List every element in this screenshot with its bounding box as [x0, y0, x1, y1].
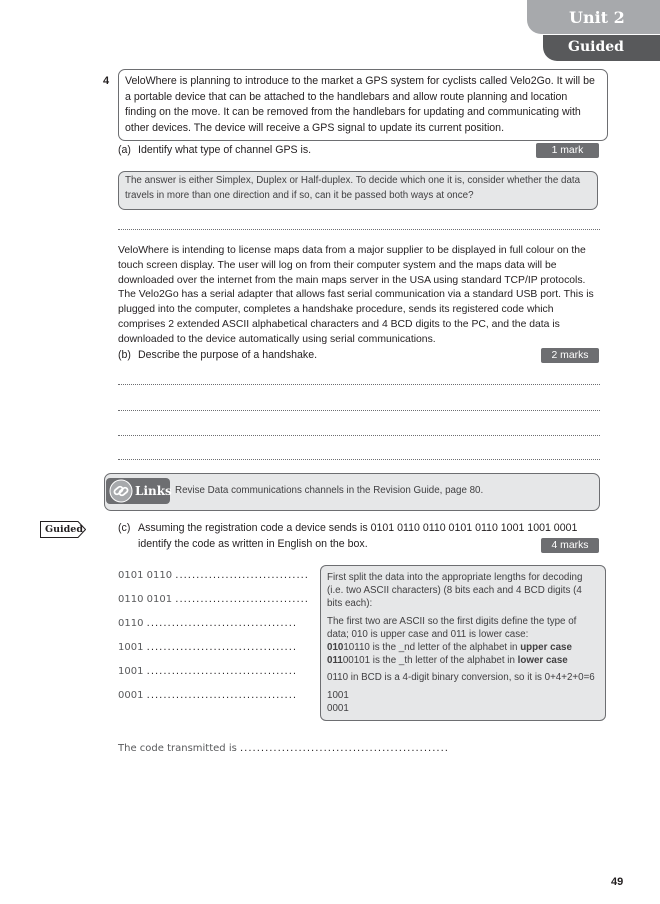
- part-a-hint-box: [118, 171, 598, 210]
- question-number: 4: [103, 75, 110, 87]
- unit-title: Unit 2: [569, 8, 625, 27]
- question-intro: VeloWhere is planning to introduce to the market a GPS system for cyclists called Velo2Go. It will be a portable device that can be attached to the handlebars and allow route planning and location finding on the move. It can be removed from the handlebars for updating and communicating with other devices. The device will receive a GPS signal to update its current position.: [125, 75, 595, 134]
- guided-tag-label: Guided: [45, 524, 83, 535]
- answer-line-b2[interactable]: [118, 410, 600, 411]
- part-c-hint-box: [320, 565, 606, 721]
- links-text: Revise Data communications channels in the Revision Guide, page 80.: [175, 485, 484, 496]
- part-a-marks: 1 mark: [536, 143, 599, 158]
- answer-dots-6[interactable]: ....................................: [146, 690, 298, 701]
- part-c-line2: identify the code as written in English on the box.: [138, 538, 368, 550]
- part-b-marks: 2 marks: [541, 348, 599, 363]
- part-c-line1: Assuming the registration code a device sends is 0101 0110 0110 0101 0110 1001 1001 0001: [138, 522, 578, 534]
- answer-dots-2[interactable]: ................................: [175, 594, 309, 605]
- code-transmitted-row: The code transmitted is ..................................................: [118, 743, 449, 754]
- answer-dots-4[interactable]: ....................................: [146, 642, 298, 653]
- links-label: Links: [135, 484, 172, 498]
- answer-dots-3[interactable]: ....................................: [146, 618, 298, 629]
- page-number: 49: [611, 876, 624, 888]
- link-chain-icon: [109, 479, 133, 503]
- hint-p5: 0001: [327, 702, 349, 714]
- code-row-4: 1001 ....................................: [118, 642, 298, 653]
- hint-line-upper: 01010110 is the _nd letter of the alphabet in upper case: [327, 642, 572, 654]
- answer-dots-5[interactable]: ....................................: [146, 666, 298, 677]
- part-a-text: Identify what type of channel GPS is.: [138, 144, 312, 156]
- hint-p1: First split the data into the appropriate lengths for decoding (i.e. two ASCII characters) (8 bits each and 4 BCD digits (4 bits each):: [327, 572, 583, 610]
- part-a-hint: The answer is either Simplex, Duplex or Half-duplex. To decide which one it is, consider whether the data travels in more than one direction and if so, can it be passed both ways at once?: [125, 175, 581, 201]
- part-c-label: (c): [118, 522, 131, 534]
- answer-line-b3[interactable]: [118, 435, 600, 436]
- part-b-label: (b): [118, 349, 131, 361]
- answer-line-b4[interactable]: [118, 459, 600, 460]
- scenario-text: VeloWhere is intending to license maps data from a major supplier to be displayed in full colour on the touch screen display. The user will log on from their computer system and the maps data will be downloaded over the internet from the main maps server in the USA using standard TCP/IP protocols. The Velo2Go has a serial adapter that allows fast serial communication via a standard USB port. This is plugged into the computer, completes a handshake procedure, sends its registered code which comprises 2 extended ASCII alphabetical characters and 4 BCD digits to the PC, and the data is downloaded to the device automatically using serial communications.: [118, 245, 594, 345]
- guided-tab: [543, 35, 660, 61]
- question-intro-box: [118, 69, 608, 141]
- answer-dots-1[interactable]: ................................: [175, 570, 309, 581]
- answer-line-a[interactable]: [118, 229, 600, 230]
- code-row-6: 0001 ....................................: [118, 690, 298, 701]
- answer-line-b1[interactable]: [118, 384, 600, 385]
- hint-p3: 0110 in BCD is a 4-digit binary conversion, so it is 0+4+2+0=6: [327, 672, 595, 684]
- unit-tab: [527, 0, 660, 34]
- code-row-1: 0101 0110 ................................: [118, 570, 309, 581]
- part-a-label: (a): [118, 144, 131, 156]
- hint-p4: 1001: [327, 689, 349, 701]
- part-b-text: Describe the purpose of a handshake.: [138, 349, 318, 361]
- hint-p2: The first two are ASCII so the first digits define the type of data; 010 is upper case and 011 is lower case:: [327, 615, 577, 640]
- guided-title: Guided: [568, 39, 624, 55]
- part-c-marks: 4 marks: [541, 538, 599, 553]
- code-row-2: 0110 0101 ................................: [118, 594, 309, 605]
- code-transmitted-dots[interactable]: ..................................................: [240, 743, 449, 754]
- hint-line-lower: 01100101 is the _th letter of the alphabet in lower case: [327, 655, 568, 667]
- code-row-5: 1001 ....................................: [118, 666, 298, 677]
- code-row-3: 0110 ....................................: [118, 618, 298, 629]
